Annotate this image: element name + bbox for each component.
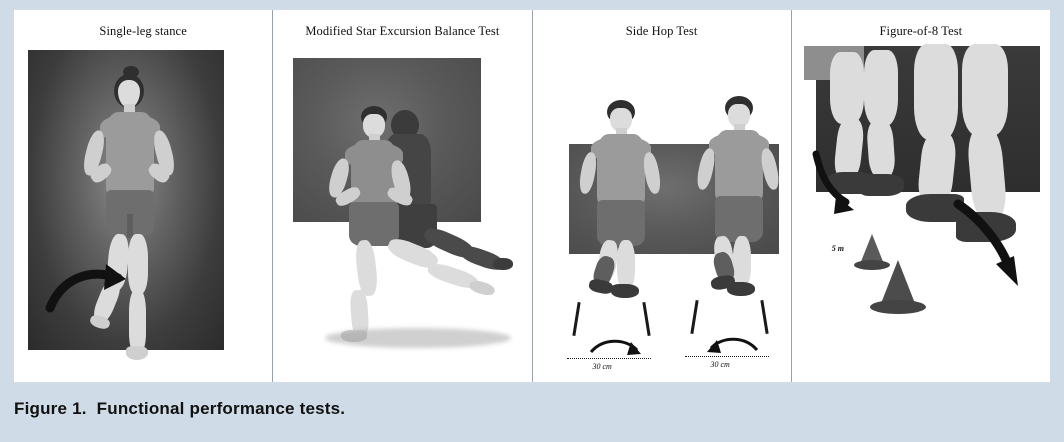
distance-label-left: 30 cm: [592, 362, 612, 371]
illustration-single-leg-stance: [14, 44, 272, 378]
panel-title-single-leg-stance: Single-leg stance: [99, 24, 187, 38]
direction-arrow-icon: [952, 194, 1030, 292]
illustration-side-hop-test: [533, 44, 791, 378]
panel-figure-of-8-test: [791, 10, 1050, 382]
figure-boy-right: [663, 44, 791, 369]
figure-caption: [14, 386, 1050, 432]
figure-legs-near: [900, 44, 1050, 364]
distance-label-right: 30 cm: [710, 360, 730, 369]
panel-single-leg-stance: [14, 10, 272, 382]
illustration-modified-sebt: [273, 44, 531, 378]
panel-title-modified-sebt: Modified Star Excursion Balance Test: [305, 24, 500, 38]
illustration-figure-of-8-test: [792, 44, 1050, 378]
figure-man-reaching: [273, 44, 529, 364]
panel-modified-sebt: [272, 10, 531, 382]
figure-woman-standing: [28, 50, 224, 370]
hop-arrow-icon: [587, 336, 643, 358]
cone-large-base: [870, 300, 926, 314]
panel-side-hop-test: [532, 10, 791, 382]
distance-label-5m: 5 m: [831, 244, 844, 253]
caption-number: Figure 1.: [14, 399, 87, 418]
panel-title-figure-of-8-test: Figure-of-8 Test: [879, 24, 963, 38]
direction-arrow-icon: [808, 148, 864, 216]
panel-title-side-hop-test: Side Hop Test: [625, 24, 698, 38]
hop-arrow-icon: [705, 334, 761, 356]
caption-text: Functional performance tests.: [96, 399, 346, 418]
motion-arrow-icon: [44, 262, 128, 316]
figure-boy-left: [533, 44, 673, 371]
figure-panels: [14, 10, 1050, 382]
